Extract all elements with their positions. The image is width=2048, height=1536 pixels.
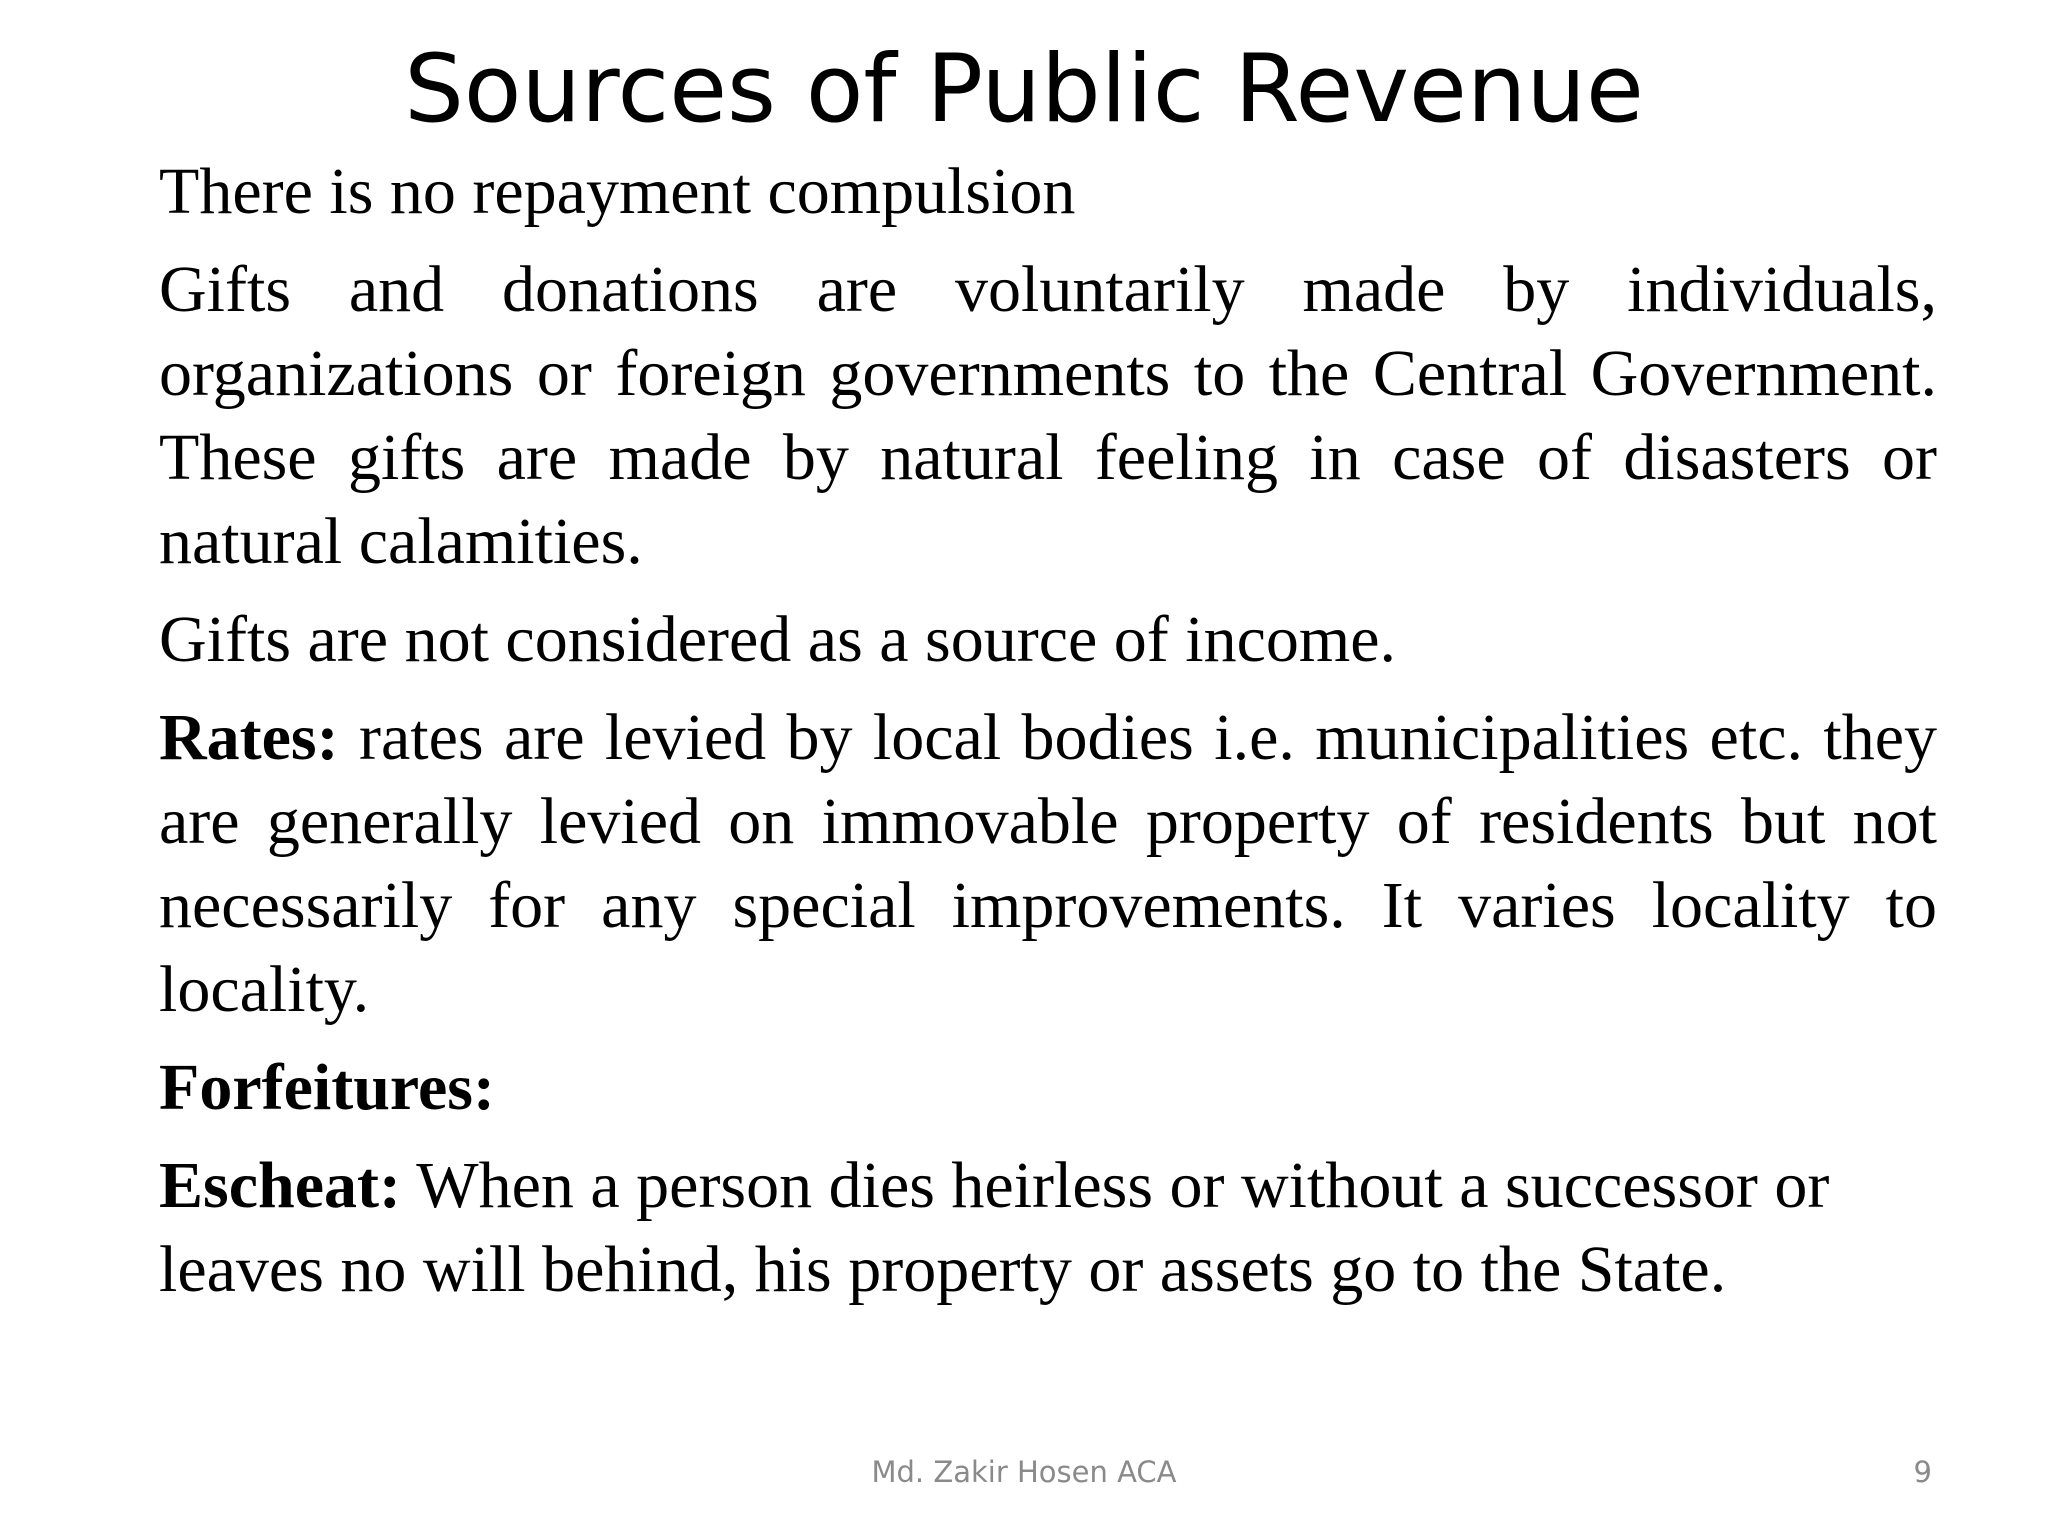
paragraph-repayment: There is no repayment compulsion xyxy=(159,155,1076,228)
paragraph-escheat xyxy=(159,1144,1937,1312)
rates-label: Rates: xyxy=(159,701,339,774)
rates-text: rates are levied by local bodies i.e. municipalities etc. they are generally levied on immovable property of residents but not necessarily for any special improvements. It varies locality to locality. xyxy=(159,701,1937,1026)
escheat-text: When a person dies heirless or without a successor or leaves no will behind, his property or assets go to the State. xyxy=(159,1149,1830,1306)
paragraph-gifts-donations: Gifts and donations are voluntarily made by individuals, organizations or foreign governments to the Central Government. These gifts are made by natural feeling in case of disasters or natural calamities. xyxy=(159,253,1937,578)
forfeitures-label: Forfeitures: xyxy=(159,1051,495,1124)
paragraph-gifts-income: Gifts are not considered as a source of income. xyxy=(159,603,1397,676)
footer-author: Md. Zakir Hosen ACA xyxy=(871,1455,1177,1489)
slide-body xyxy=(159,150,1937,1326)
slide-title: Sources of Public Revenue xyxy=(404,35,1644,144)
paragraph-rates xyxy=(159,696,1937,1032)
paragraph-forfeitures xyxy=(159,1046,1937,1130)
page-number: 9 xyxy=(1913,1455,1932,1489)
escheat-label: Escheat: xyxy=(159,1149,401,1222)
